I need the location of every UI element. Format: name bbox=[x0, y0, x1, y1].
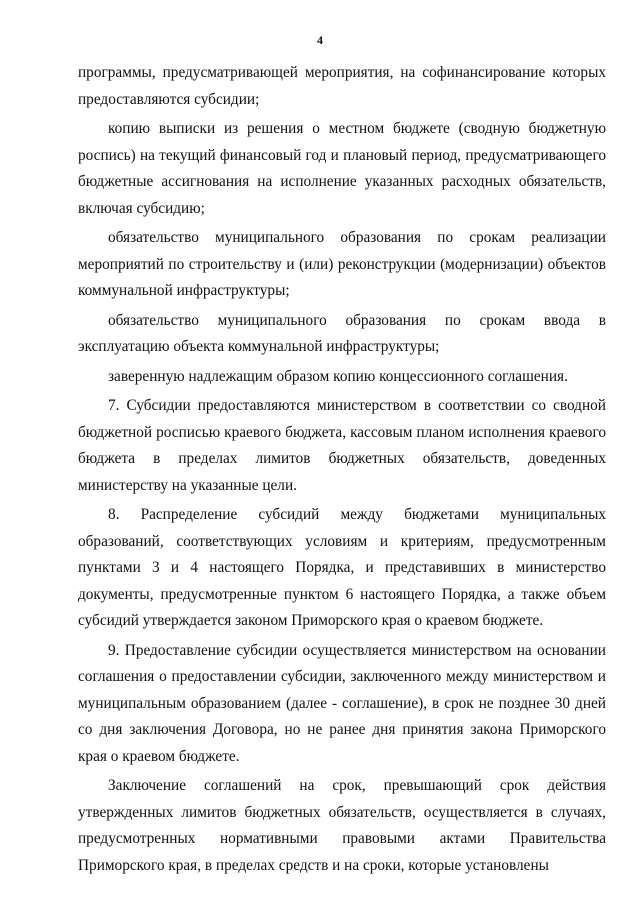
page-number: 4 bbox=[317, 33, 323, 47]
paragraph-clause-8: 8. Распределение субсидий между бюджетами муниципальных образований, соответствующих условиям и критериям, предусмотренным пунктами 3 и 4 настоящего Порядка, и представивших в министерство документы, предусмотренные пунктом 6 настоящего Порядка, а также объем субсидий утверждается законом Приморского края о краевом бюджете. bbox=[78, 506, 606, 629]
paragraph-commissioning-obligation: обязательство муниципального образования по срокам ввода в эксплуатацию объекта коммунальной инфраструктуры; bbox=[78, 311, 606, 355]
paragraph-clause-9: 9. Предоставление субсидии осуществляется министерством на основании соглашения о предоставлении субсидии, заключенного между министерством и муниципальным образованием (далее - соглашение), в срок не позднее 30 дней со дня заключения Договора, но не ранее дня принятия закона Приморского края о краевом бюджете. bbox=[78, 641, 606, 765]
paragraph-program-continuation: программы, предусматривающей мероприятия, на софинансирование которых предоставляются субсидии; bbox=[78, 64, 606, 108]
paragraph-implementation-obligation: обязательство муниципального образования по срокам реализации мероприятий по строительству и (или) реконструкции (модернизации) объектов коммунальной инфраструктуры; bbox=[78, 229, 606, 299]
paragraph-agreement-term: Заключение соглашений на срок, превышающий срок действия утвержденных лимитов бюджетных обязательств, осуществляется в случаях, предусмотренных нормативными правовыми актами Правительства Приморского края, в пределах средств и на сроки, которые установлены bbox=[78, 777, 606, 874]
document-body bbox=[78, 60, 606, 882]
paragraph-clause-7: 7. Субсидии предоставляются министерством в соответствии со сводной бюджетной росписью краевого бюджета, кассовым планом исполнения краевого бюджета в пределах лимитов бюджетных обязательств, доведенных министерству на указанные цели. bbox=[78, 397, 606, 494]
paragraph-budget-extract: копию выписки из решения о местном бюджете (сводную бюджетную роспись) на текущий финансовый год и плановый период, предусматривающего бюджетные ассигнования на исполнение указанных расходных обязательств, включая субсидию; bbox=[78, 120, 606, 217]
paragraph-concession-agreement: заверенную надлежащим образом копию концессионного соглашения. bbox=[108, 367, 568, 385]
